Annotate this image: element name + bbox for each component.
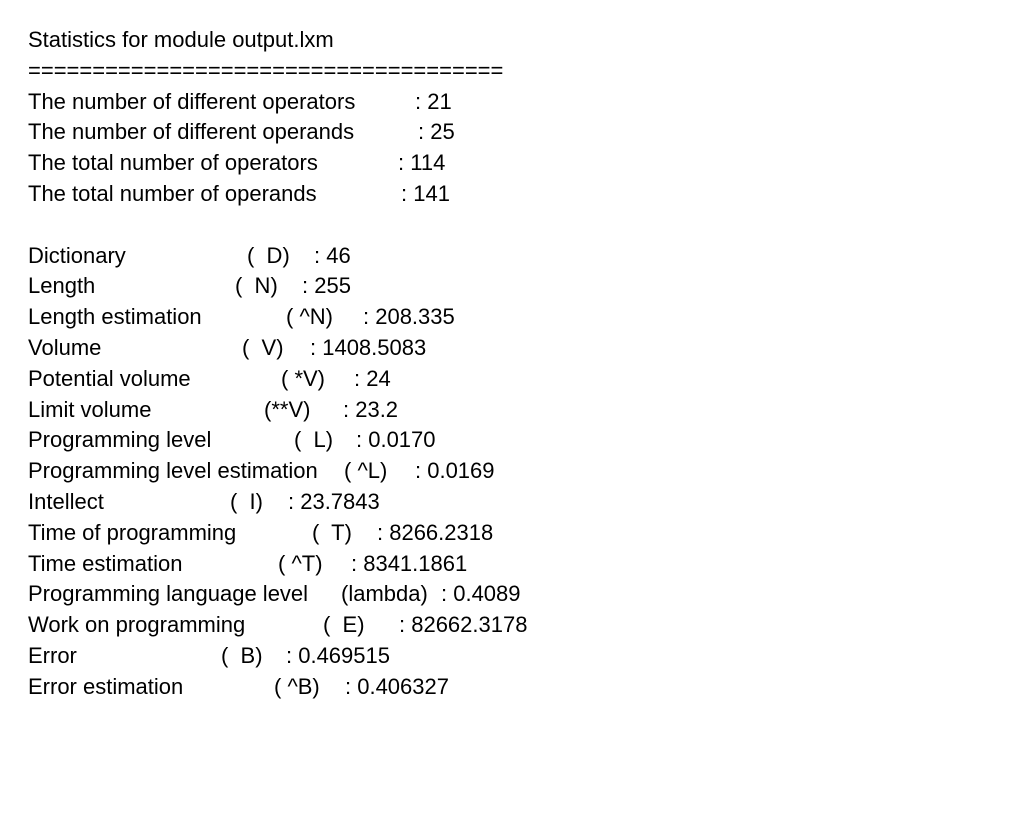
metric-value: : 82662.3178 bbox=[399, 612, 528, 638]
metric-row bbox=[28, 271, 351, 302]
metric-symbol: ( I) bbox=[230, 488, 263, 514]
metric-row bbox=[28, 641, 390, 672]
metric-value: : 23.7843 bbox=[288, 488, 380, 514]
metric-row bbox=[28, 364, 391, 395]
count-row bbox=[28, 148, 446, 179]
metric-label: Programming level estimation bbox=[28, 458, 318, 484]
metric-row bbox=[28, 395, 399, 426]
metric-symbol: (lambda) bbox=[341, 581, 428, 607]
metric-symbol: ( T) bbox=[312, 519, 352, 545]
count-row bbox=[28, 117, 455, 148]
metric-value: : 1408.5083 bbox=[310, 334, 427, 360]
metric-label: Time of programming bbox=[28, 519, 237, 545]
metric-symbol: ( ^T) bbox=[278, 550, 323, 576]
metric-symbol: ( D) bbox=[247, 242, 290, 268]
count-value: : 141 bbox=[401, 180, 450, 206]
metric-label: Time estimation bbox=[28, 550, 183, 576]
metric-value: : 8341.1861 bbox=[351, 550, 468, 576]
metric-value: : 0.469515 bbox=[286, 642, 390, 668]
metric-symbol: ( E) bbox=[323, 612, 365, 638]
metric-label: Programming language level bbox=[28, 581, 309, 607]
metric-symbol: ( ^L) bbox=[344, 458, 388, 484]
metric-row bbox=[28, 579, 521, 610]
metric-symbol: ( ^N) bbox=[286, 304, 333, 330]
metric-symbol: ( N) bbox=[235, 273, 278, 299]
metric-row bbox=[28, 456, 495, 487]
metric-label: Length bbox=[28, 273, 96, 299]
metric-symbol: (**V) bbox=[264, 396, 311, 422]
statistics-report bbox=[28, 25, 528, 703]
count-row bbox=[28, 179, 450, 210]
metric-value: : 24 bbox=[354, 365, 391, 391]
metric-label: Length estimation bbox=[28, 304, 202, 330]
metric-row bbox=[28, 333, 427, 364]
metric-label: Error estimation bbox=[28, 673, 184, 699]
metric-label: Dictionary bbox=[28, 242, 126, 268]
metric-value: : 0.4089 bbox=[441, 581, 521, 607]
metric-value: : 0.0169 bbox=[415, 458, 495, 484]
metric-row bbox=[28, 672, 449, 703]
metric-value: : 208.335 bbox=[363, 304, 455, 330]
metric-value: : 255 bbox=[302, 273, 351, 299]
metric-symbol: ( *V) bbox=[281, 365, 325, 391]
separator-line bbox=[28, 56, 504, 87]
metric-symbol: ( L) bbox=[294, 427, 334, 453]
metric-row bbox=[28, 487, 380, 518]
metric-label: Error bbox=[28, 642, 77, 668]
metric-symbol: ( ^B) bbox=[274, 673, 320, 699]
separator-text: ===================================== bbox=[28, 57, 504, 83]
count-label: The total number of operands bbox=[28, 180, 317, 206]
metric-row bbox=[28, 610, 528, 641]
metric-value: : 0.406327 bbox=[345, 673, 449, 699]
metric-row bbox=[28, 302, 455, 333]
metric-row bbox=[28, 241, 351, 272]
count-value: : 114 bbox=[398, 150, 446, 176]
count-value: : 21 bbox=[415, 88, 452, 114]
metric-value: : 8266.2318 bbox=[377, 519, 494, 545]
metric-value: : 23.2 bbox=[343, 396, 399, 422]
count-row bbox=[28, 87, 452, 118]
metric-label: Limit volume bbox=[28, 396, 152, 422]
metric-label: Potential volume bbox=[28, 365, 191, 391]
metric-symbol: ( V) bbox=[242, 334, 284, 360]
metric-value: : 0.0170 bbox=[356, 427, 436, 453]
metric-label: Work on programming bbox=[28, 612, 246, 638]
metric-row bbox=[28, 549, 468, 580]
count-label: The total number of operators bbox=[28, 150, 318, 176]
count-label: The number of different operators bbox=[28, 88, 356, 114]
metric-row bbox=[28, 518, 494, 549]
report-title-text: Statistics for module output.lxm bbox=[28, 27, 334, 52]
metric-label: Programming level bbox=[28, 427, 212, 453]
metric-value: : 46 bbox=[314, 242, 351, 268]
metric-symbol: ( B) bbox=[221, 642, 263, 668]
metric-label: Intellect bbox=[28, 488, 104, 514]
metric-row bbox=[28, 425, 436, 456]
count-value: : 25 bbox=[418, 119, 455, 145]
report-title bbox=[28, 25, 334, 56]
metric-label: Volume bbox=[28, 334, 102, 360]
count-label: The number of different operands bbox=[28, 119, 355, 145]
